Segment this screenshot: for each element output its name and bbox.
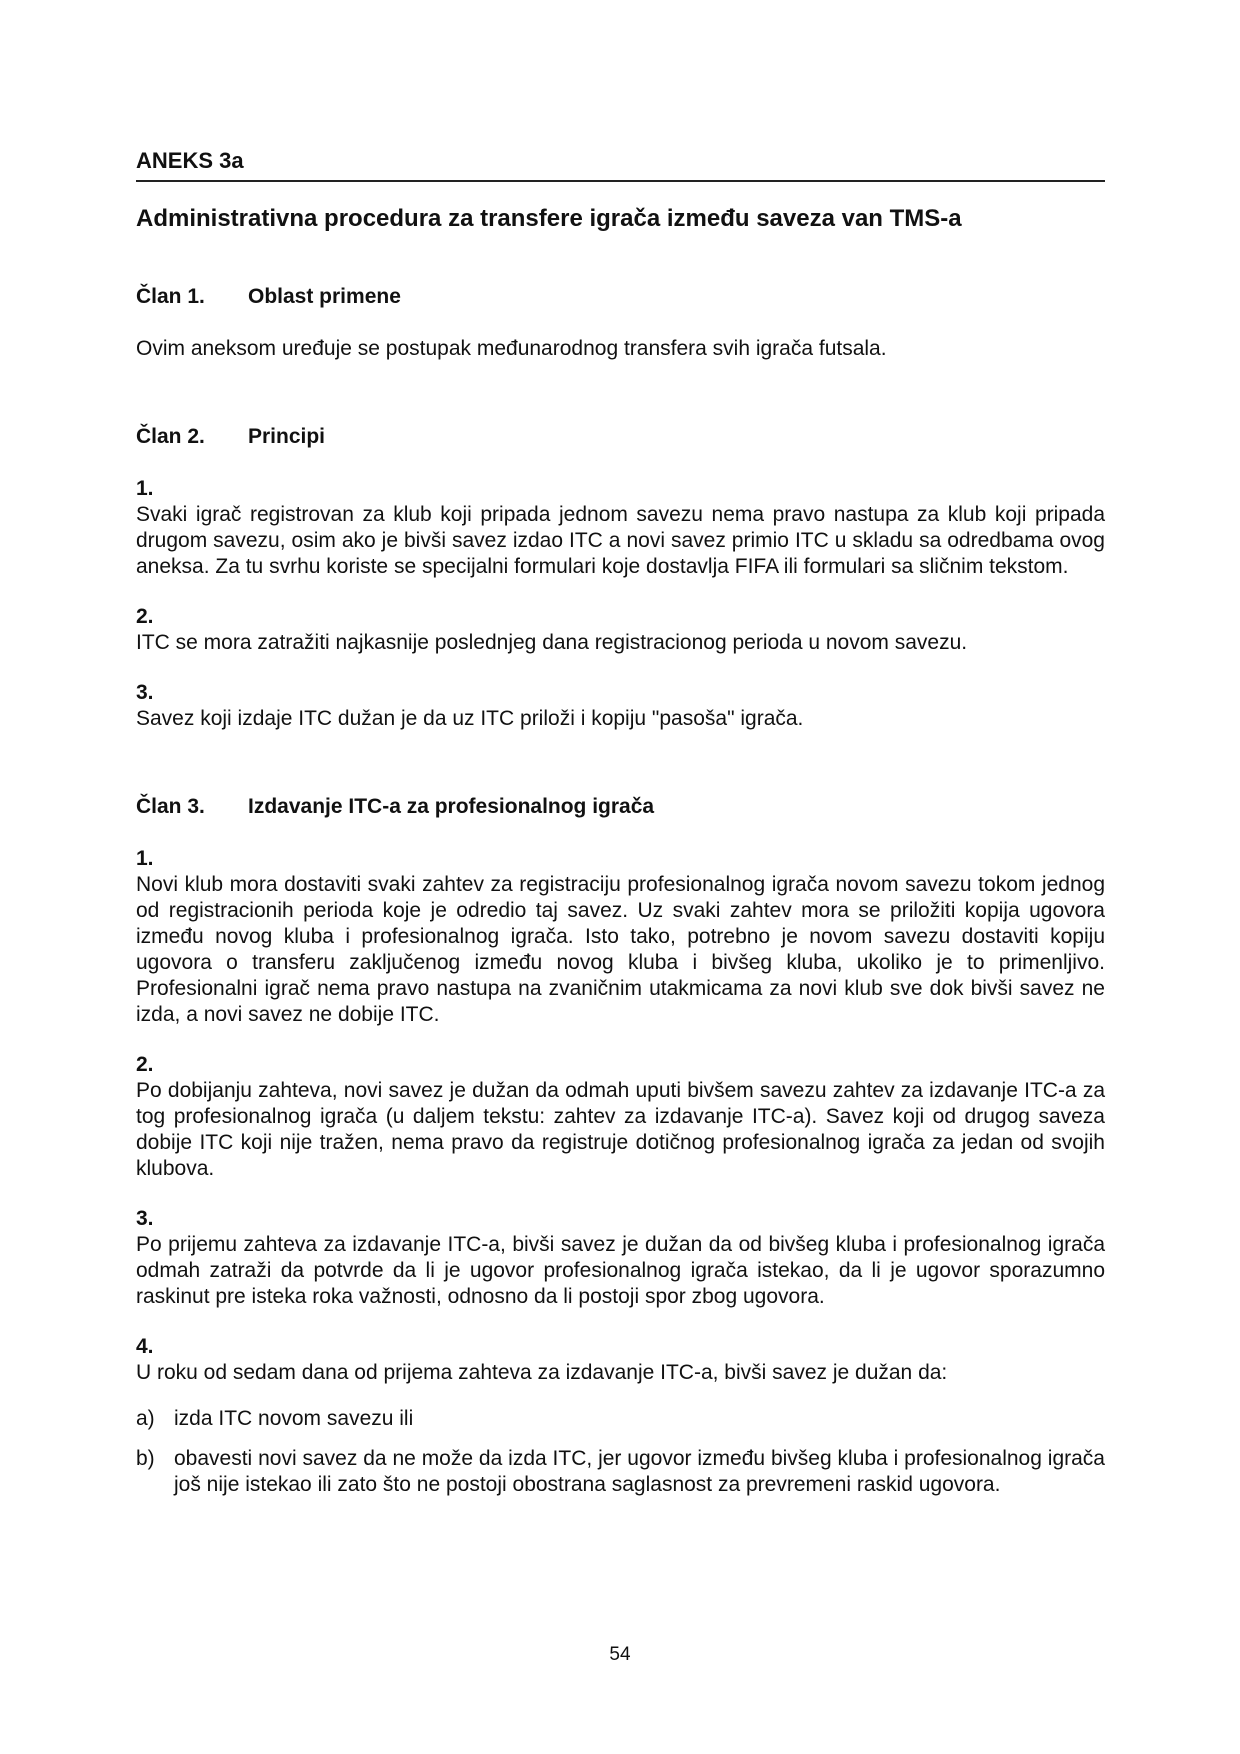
page-content: [136, 148, 1105, 1498]
article-title: Izdavanje ITC-a za profesionalnog igrača: [248, 795, 655, 818]
point-number: 4.: [136, 1335, 154, 1358]
point-text: ITC se mora zatražiti najkasnije poslednjeg dana registracionog perioda u novom savezu.: [136, 631, 968, 654]
article-3-point-4: [136, 1334, 1105, 1386]
article-2-point-2: [136, 604, 1105, 656]
point-text: Po dobijanju zahteva, novi savez je dužan da odmah uputi bivšem savezu zahtev za izdavanje ITC-a za tog profesionalnog igrača (u daljem tekstu: zahtev za izdavanje ITC-a). Savez koji od drugog saveza dobije ITC koji nije tražen, nema pravo da registruje dotičnog profesionalnog igrača za jedan od svojih klubova.: [136, 1079, 1105, 1180]
article-1-heading: [136, 284, 1105, 310]
point-number: 2.: [136, 1053, 154, 1076]
header-rule: [136, 180, 1105, 182]
article-2-heading: [136, 424, 1105, 450]
article-number: Član 1.: [136, 285, 205, 308]
point-number: 3.: [136, 681, 154, 704]
obligations-list: [136, 1406, 1105, 1498]
list-item-label: a): [136, 1407, 155, 1430]
point-number: 3.: [136, 1207, 154, 1230]
article-3-point-1: [136, 846, 1105, 1028]
article-3-point-2: [136, 1052, 1105, 1182]
article-3-heading: [136, 794, 1105, 820]
article-number: Član 3.: [136, 795, 205, 818]
point-number: 1.: [136, 847, 154, 870]
point-text: Savez koji izdaje ITC dužan je da uz ITC priloži i kopiju "pasoša" igrača.: [136, 707, 804, 730]
list-item: [136, 1406, 1105, 1432]
list-item: [136, 1446, 1105, 1498]
article-2-point-1: [136, 476, 1105, 580]
article-2-point-3: [136, 680, 1105, 732]
point-number: 2.: [136, 605, 154, 628]
article-3-point-3: [136, 1206, 1105, 1310]
article-title: Principi: [248, 425, 326, 448]
article-title: Oblast primene: [248, 285, 401, 308]
point-text: U roku od sedam dana od prijema zahteva za izdavanje ITC-a, bivši savez je dužan da:: [136, 1361, 948, 1384]
document-title: Administrativna procedura za transfere igrača između saveza van TMS-a: [136, 205, 962, 232]
point-number: 1.: [136, 477, 154, 500]
annex-label: ANEKS 3a: [136, 148, 244, 173]
point-text: Svaki igrač registrovan za klub koji pripada jednom savezu nema pravo nastupa za klub koji pripada drugom savezu, osim ako je bivši savez izdao ITC a novi savez primio ITC u skladu sa odredbama ovog aneksa. Za tu svrhu koriste se specijalni formulari koje dostavlja FIFA ili formulari sa sličnim tekstom.: [136, 503, 1105, 578]
list-item-label: b): [136, 1447, 155, 1470]
list-item-text: izda ITC novom savezu ili: [174, 1407, 414, 1430]
article-1-text: Ovim aneksom uređuje se postupak međunarodnog transfera svih igrača futsala.: [136, 337, 887, 360]
page-number: 54: [609, 1644, 631, 1665]
point-text: Novi klub mora dostaviti svaki zahtev za registraciju profesionalnog igrača novom savezu tokom jednog od registracionih perioda koje je odredio taj savez. Uz svaki zahtev mora se priložiti kopija ugovora između novog kluba i profesionalnog igrača. Isto tako, potrebno je novom savezu dostaviti kopiju ugovora o transferu zaključenog između novog kluba i bivšeg kluba, ukoliko je to primenljivo. Profesionalni igrač nema pravo nastupa na zvaničnim utakmicama za novi klub sve dok bivši savez ne izda, a novi savez ne dobije ITC.: [136, 873, 1105, 1026]
list-item-text: obavesti novi savez da ne može da izda ITC, jer ugovor između bivšeg kluba i profesionalnog igrača još nije istekao ili zato što ne postoji obostrana saglasnost za prevremeni raskid ugovora.: [174, 1447, 1105, 1496]
article-number: Član 2.: [136, 425, 205, 448]
point-text: Po prijemu zahteva za izdavanje ITC-a, bivši savez je dužan da od bivšeg kluba i profesionalnog igrača odmah zatraži da potvrde da li je ugovor profesionalnog igrača istekao, da li je ugovor sporazumno raskinut pre isteka roka važnosti, odnosno da li postoji spor zbog ugovora.: [136, 1233, 1105, 1308]
